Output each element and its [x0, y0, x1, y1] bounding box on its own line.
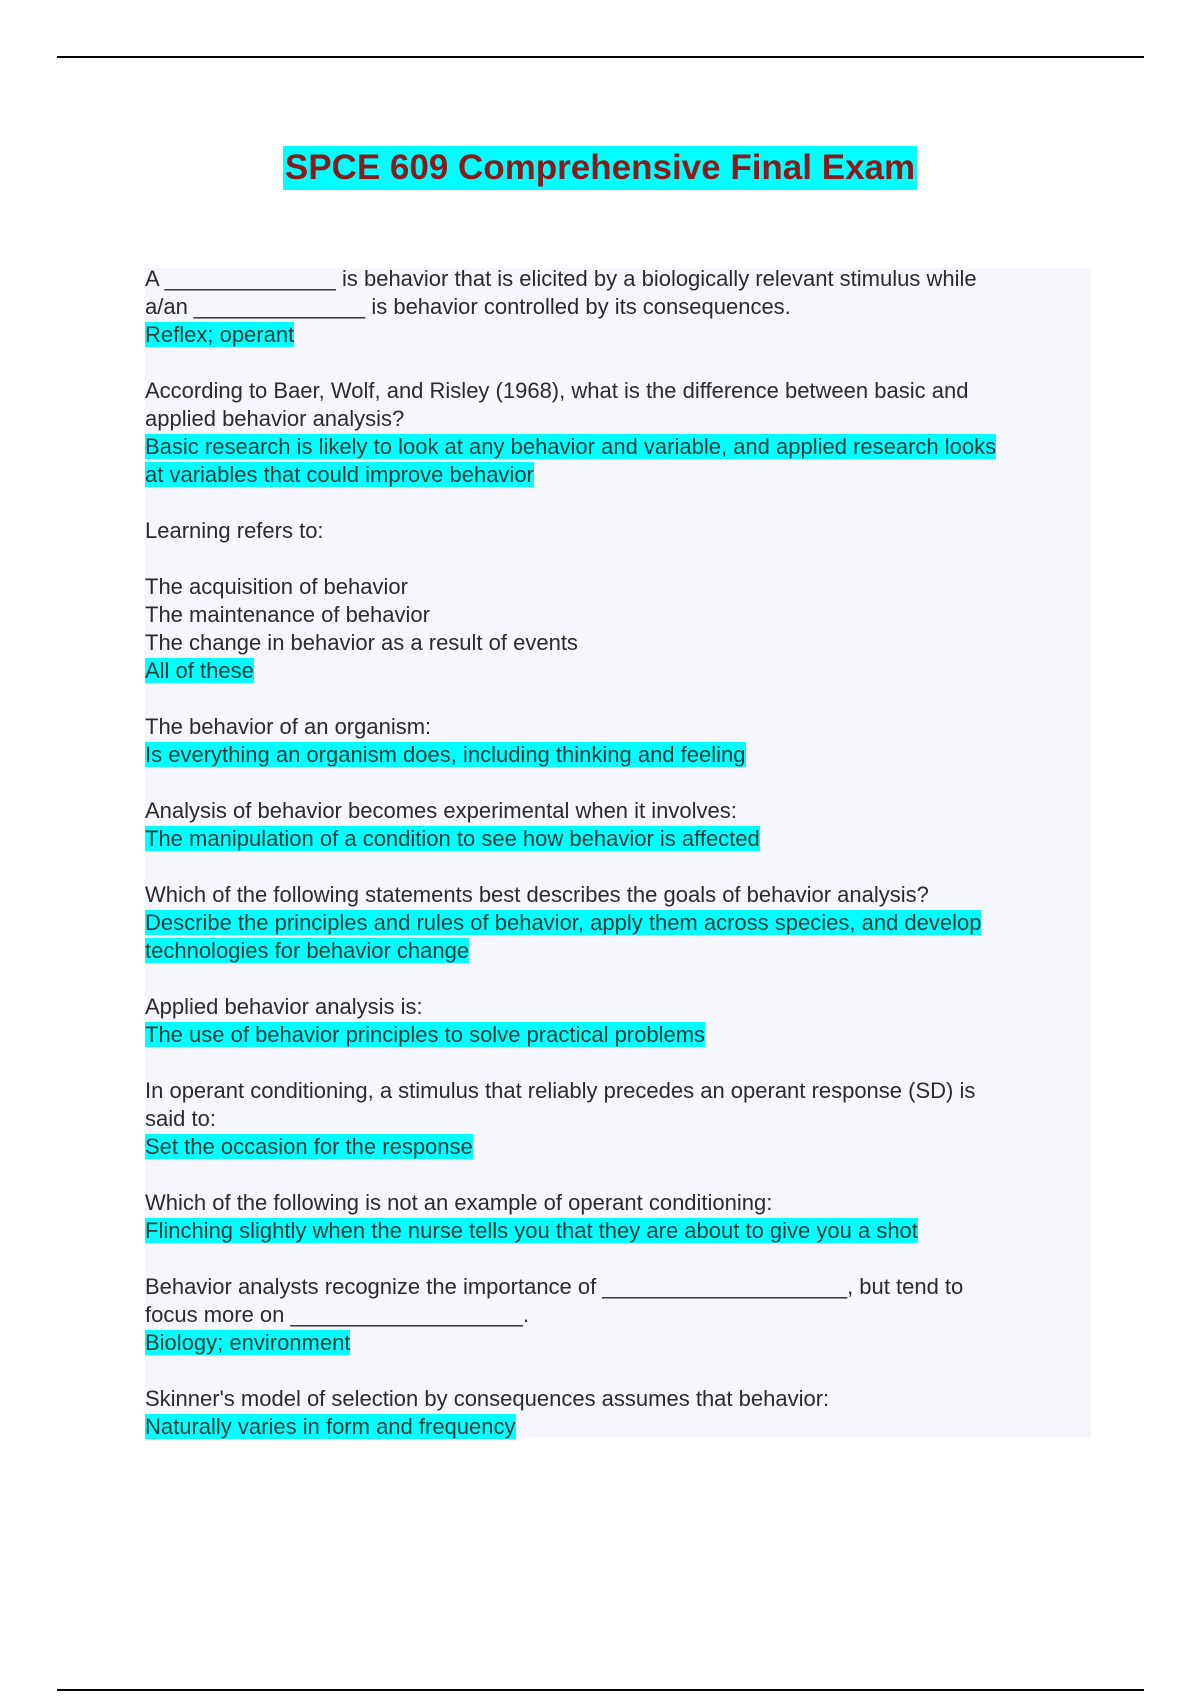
question-line: In operant conditioning, a stimulus that reliably precedes an operant response (SD) is — [145, 1078, 976, 1103]
answer-line — [145, 937, 1091, 965]
question-line: Analysis of behavior becomes experimental when it involves: — [145, 798, 737, 823]
qa-list — [145, 265, 1091, 1469]
top-rule — [57, 56, 1144, 58]
question-line: a/an ______________ is behavior controlled by its consequences. — [145, 294, 791, 319]
question-line: The change in behavior as a result of events — [145, 630, 578, 655]
question-line: The acquisition of behavior — [145, 574, 408, 599]
answer-line — [145, 825, 1091, 853]
answer-line — [145, 909, 1091, 937]
answer-line — [145, 1217, 1091, 1245]
answer-line — [145, 433, 1091, 461]
bottom-rule — [57, 1689, 1144, 1691]
answer-line — [145, 1133, 1091, 1161]
qa-item — [145, 881, 1091, 965]
document-title: SPCE 609 Comprehensive Final Exam — [283, 146, 917, 190]
answer-line — [145, 1329, 1091, 1357]
question-line: Which of the following is not an example of operant conditioning: — [145, 1190, 773, 1215]
answer-highlight: at variables that could improve behavior — [145, 462, 534, 487]
question-line: The maintenance of behavior — [145, 602, 430, 627]
question-line: Skinner's model of selection by consequences assumes that behavior: — [145, 1386, 830, 1411]
question-line: Behavior analysts recognize the importance of ____________________, but tend to — [145, 1274, 964, 1299]
question-line: The behavior of an organism: — [145, 714, 432, 739]
question-line: According to Baer, Wolf, and Risley (1968), what is the difference between basic and — [145, 378, 969, 403]
qa-item — [145, 265, 1091, 349]
answer-highlight: Is everything an organism does, including thinking and feeling — [145, 742, 746, 767]
answer-highlight: Flinching slightly when the nurse tells you that they are about to give you a shot — [145, 1218, 918, 1243]
qa-item — [145, 1077, 1091, 1161]
answer-line — [145, 741, 1091, 769]
question-line: applied behavior analysis? — [145, 406, 405, 431]
qa-item — [145, 573, 1091, 685]
qa-item — [145, 1385, 1091, 1441]
answer-line — [145, 461, 1091, 489]
question-line: Applied behavior analysis is: — [145, 994, 423, 1019]
question-line: Which of the following statements best describes the goals of behavior analysis? — [145, 882, 929, 907]
answer-line — [145, 1413, 1091, 1441]
answer-highlight: Naturally varies in form and frequency — [145, 1414, 516, 1439]
question-line: Learning refers to: — [145, 518, 324, 543]
answer-highlight: Basic research is likely to look at any behavior and variable, and applied research looks — [145, 434, 997, 459]
qa-item — [145, 713, 1091, 769]
answer-line — [145, 321, 1091, 349]
qa-item — [145, 1273, 1091, 1357]
answer-highlight: Describe the principles and rules of behavior, apply them across species, and develop — [145, 910, 982, 935]
qa-item — [145, 517, 1091, 545]
title-block — [0, 146, 1200, 190]
answer-highlight: The manipulation of a condition to see how behavior is affected — [145, 826, 760, 851]
answer-highlight: technologies for behavior change — [145, 938, 470, 963]
qa-item — [145, 797, 1091, 853]
qa-item — [145, 993, 1091, 1049]
question-line: focus more on ___________________. — [145, 1302, 530, 1327]
answer-highlight: Reflex; operant — [145, 322, 295, 347]
question-line: said to: — [145, 1106, 216, 1131]
answer-highlight: The use of behavior principles to solve practical problems — [145, 1022, 706, 1047]
answer-highlight: Set the occasion for the response — [145, 1134, 473, 1159]
answer-highlight: Biology; environment — [145, 1330, 351, 1355]
qa-item — [145, 377, 1091, 489]
question-line: A ______________ is behavior that is elicited by a biologically relevant stimulus while — [145, 266, 977, 291]
qa-item — [145, 1189, 1091, 1245]
answer-highlight: All of these — [145, 658, 254, 683]
answer-line — [145, 1021, 1091, 1049]
answer-line — [145, 657, 1091, 685]
